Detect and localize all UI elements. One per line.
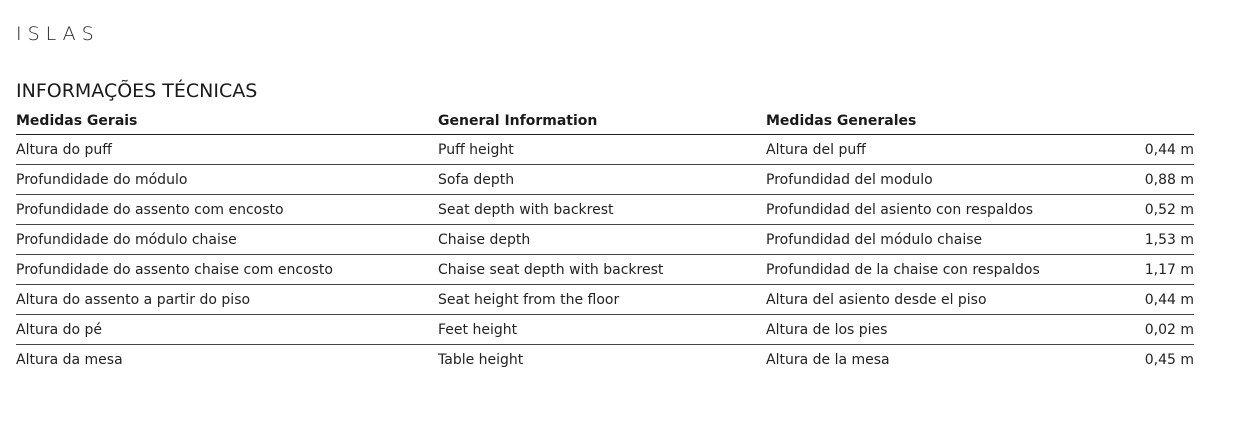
header-medidas-gerais: Medidas Gerais	[16, 108, 438, 135]
cell-value: 1,53 m	[1096, 225, 1194, 255]
table-row	[16, 255, 1194, 285]
cell-en: Seat depth with backrest	[438, 195, 766, 225]
cell-en: Sofa depth	[438, 165, 766, 195]
cell-en: Seat height from the floor	[438, 285, 766, 315]
cell-es: Profundidad de la chaise con respaldos	[766, 255, 1096, 285]
table-row	[16, 135, 1194, 165]
table-row	[16, 195, 1194, 225]
cell-pt: Profundidade do assento chaise com encosto	[16, 255, 438, 285]
table-row	[16, 345, 1194, 375]
cell-pt: Profundidade do assento com encosto	[16, 195, 438, 225]
cell-pt: Altura do assento a partir do piso	[16, 285, 438, 315]
cell-pt: Profundidade do módulo	[16, 165, 438, 195]
table-row	[16, 285, 1194, 315]
header-medidas-generales: Medidas Generales	[766, 108, 1096, 135]
table-row	[16, 225, 1194, 255]
cell-es: Altura de los pies	[766, 315, 1096, 345]
table-row	[16, 165, 1194, 195]
cell-value: 0,45 m	[1144, 351, 1194, 368]
cell-en: Chaise seat depth with backrest	[438, 255, 766, 285]
cell-value: 0,88 m	[1096, 165, 1194, 195]
cell-value: 1,17 m	[1096, 255, 1194, 285]
header-value	[1096, 108, 1194, 135]
section-title: INFORMAÇÕES TÉCNICAS	[16, 80, 258, 102]
cell-value: 0,52 m	[1096, 195, 1194, 225]
cell-value: 0,44 m	[1096, 285, 1194, 315]
cell-es: Altura del asiento desde el piso	[766, 285, 1096, 315]
header-general-information: General Information	[438, 108, 766, 135]
cell-es: Profundidad del módulo chaise	[766, 225, 1096, 255]
cell-pt: Altura do puff	[16, 135, 438, 165]
cell-es: Altura de la mesa	[766, 351, 890, 368]
cell-pt: Altura da mesa	[16, 351, 123, 368]
brand-title: ISLAS	[16, 23, 100, 45]
cell-pt: Altura do pé	[16, 315, 438, 345]
cell-pt: Profundidade do módulo chaise	[16, 225, 438, 255]
cell-value: 0,44 m	[1096, 135, 1194, 165]
table-header-row	[16, 108, 1194, 135]
cell-en: Puff height	[438, 135, 766, 165]
cell-es: Altura del puff	[766, 135, 1096, 165]
cell-en: Feet height	[438, 315, 766, 345]
cell-es: Profundidad del modulo	[766, 165, 1096, 195]
cell-en: Table height	[438, 351, 524, 368]
cell-en: Chaise depth	[438, 225, 766, 255]
cell-es: Profundidad del asiento con respaldos	[766, 195, 1096, 225]
cell-value: 0,02 m	[1096, 315, 1194, 345]
technical-info-table	[16, 108, 1194, 374]
table-row	[16, 315, 1194, 345]
